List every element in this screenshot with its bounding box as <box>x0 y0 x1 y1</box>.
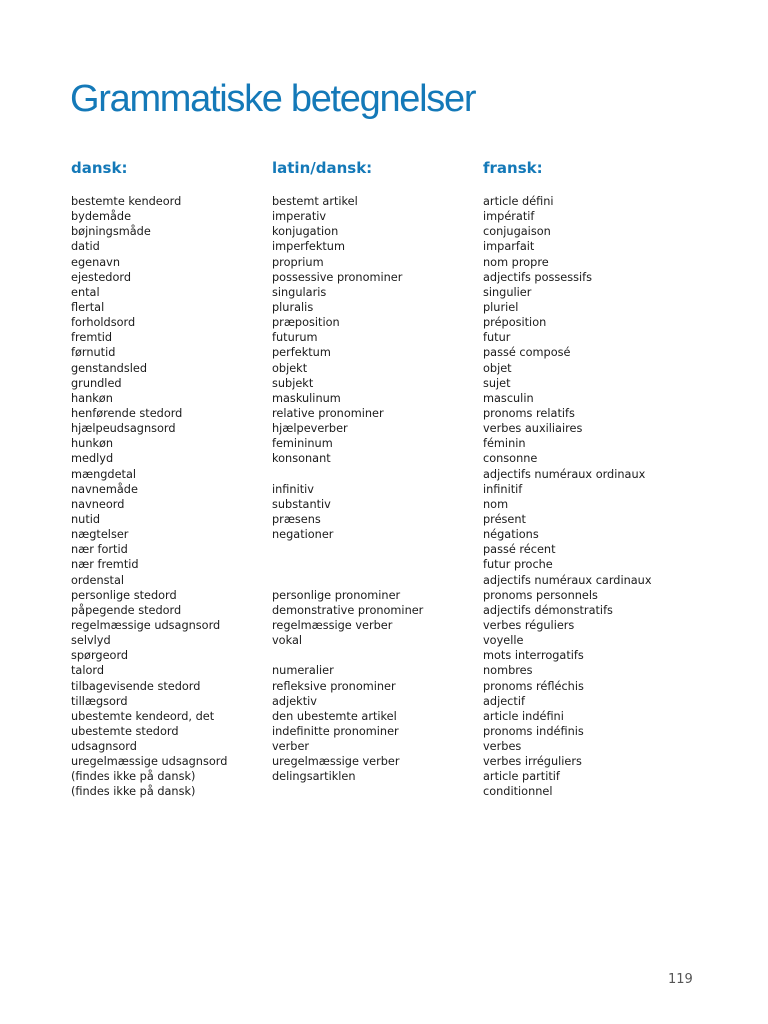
term-item: nombres <box>483 664 533 678</box>
term-item: talord <box>71 664 105 678</box>
term-item: futur <box>483 331 511 345</box>
term-item: (findes ikke på dansk) <box>71 785 196 799</box>
term-item: imperativ <box>272 210 327 224</box>
term-item: egenavn <box>71 255 120 269</box>
term-item: singulier <box>483 285 532 299</box>
term-item: futur proche <box>483 558 553 572</box>
term-item: adjectifs possessifs <box>483 270 592 284</box>
term-item: verbes réguliers <box>483 618 575 632</box>
term-item: præsens <box>272 512 321 526</box>
term-item: konsonant <box>272 452 331 466</box>
column-header-dansk: dansk: <box>71 159 128 177</box>
term-item: uregelmæssige verber <box>272 755 400 769</box>
term-item: négations <box>483 528 539 542</box>
term-item: navnemåde <box>71 482 138 496</box>
term-item: nær fortid <box>71 543 128 557</box>
term-item: singularis <box>272 285 327 299</box>
term-item <box>272 467 423 482</box>
term-item: ubestemte stedord <box>71 724 179 738</box>
term-item: medlyd <box>71 452 114 466</box>
term-item: ordenstal <box>71 573 125 587</box>
term-list-fransk <box>483 194 652 800</box>
term-item: sujet <box>483 376 511 390</box>
term-item: flertal <box>71 300 105 314</box>
term-item: conditionnel <box>483 785 553 799</box>
term-item: présent <box>483 512 526 526</box>
term-item: verbes <box>483 740 522 754</box>
term-item: indefinitte pronominer <box>272 724 399 738</box>
term-item: proprium <box>272 255 324 269</box>
term-item: ubestemte kendeord, det <box>71 709 215 723</box>
term-item: selvlyd <box>71 634 111 648</box>
term-item: conjugaison <box>483 225 551 239</box>
term-item: pluralis <box>272 300 314 314</box>
term-item: imperfektum <box>272 240 345 254</box>
term-item: regelmæssige verber <box>272 618 393 632</box>
term-item: perfektum <box>272 346 331 360</box>
term-item: uregelmæssige udsagnsord <box>71 755 228 769</box>
column-header-fransk: fransk: <box>483 159 543 177</box>
term-item: masculin <box>483 391 534 405</box>
term-item: maskulinum <box>272 391 341 405</box>
term-item: bøjningsmåde <box>71 225 151 239</box>
term-item: adjectif <box>483 694 525 708</box>
term-item: subjekt <box>272 376 314 390</box>
term-item: infinitiv <box>272 482 314 496</box>
term-item: delingsartiklen <box>272 770 356 784</box>
term-item: pronoms réfléchis <box>483 679 584 693</box>
page-number: 119 <box>668 972 693 987</box>
term-item: verbes auxiliaires <box>483 422 583 436</box>
term-item: personlige pronominer <box>272 588 401 602</box>
term-item: pronoms relatifs <box>483 406 575 420</box>
term-item: préposition <box>483 316 547 330</box>
term-item: adjektiv <box>272 694 317 708</box>
term-item: (findes ikke på dansk) <box>71 770 196 784</box>
term-item: relative pronominer <box>272 406 384 420</box>
term-item: nær fremtid <box>71 558 139 572</box>
term-item: bestemte kendeord <box>71 195 182 208</box>
term-item: personlige stedord <box>71 588 177 602</box>
term-item: passé composé <box>483 346 571 360</box>
term-item: pluriel <box>483 300 519 314</box>
term-item: nutid <box>71 512 101 526</box>
term-item: den ubestemte artikel <box>272 709 397 723</box>
term-item: nom <box>483 497 509 511</box>
term-list-latin-dansk <box>272 194 423 784</box>
term-item: adjectifs numéraux ordinaux <box>483 467 646 481</box>
term-item: pronoms indéfinis <box>483 724 584 738</box>
term-item: mængdetal <box>71 467 137 481</box>
term-item: fremtid <box>71 331 113 345</box>
term-item: regelmæssige udsagnsord <box>71 618 221 632</box>
term-item: mots interrogatifs <box>483 649 584 663</box>
term-item: genstandsled <box>71 361 147 375</box>
term-item: henførende stedord <box>71 406 183 420</box>
term-item: konjugation <box>272 225 339 239</box>
term-item: hunkøn <box>71 437 114 451</box>
term-item: article défini <box>483 195 554 208</box>
column-dansk <box>71 158 227 800</box>
term-item: hjælpeudsagnsord <box>71 422 176 436</box>
term-item: tillægsord <box>71 694 128 708</box>
term-item <box>272 573 423 588</box>
term-item: demonstrative pronominer <box>272 603 424 617</box>
column-header-latin-dansk: latin/dansk: <box>272 159 373 177</box>
term-list-dansk <box>71 194 227 800</box>
term-item: adjectifs numéraux cardinaux <box>483 573 652 587</box>
page-title: Grammatiske betegnelser <box>70 78 476 120</box>
term-item: hankøn <box>71 391 113 405</box>
term-item: navneord <box>71 497 125 511</box>
term-item: verber <box>272 740 310 754</box>
term-item: objekt <box>272 361 308 375</box>
term-item: grundled <box>71 376 122 390</box>
term-item: bestemt artikel <box>272 195 358 208</box>
term-item: ental <box>71 285 100 299</box>
term-item: udsagnsord <box>71 740 137 754</box>
term-item: féminin <box>483 437 526 451</box>
term-item: verbes irréguliers <box>483 755 582 769</box>
term-item <box>272 557 423 572</box>
term-item: nom propre <box>483 255 549 269</box>
term-item: voyelle <box>483 634 524 648</box>
term-item: passé récent <box>483 543 556 557</box>
term-item: adjectifs démonstratifs <box>483 603 613 617</box>
term-item: article partitif <box>483 770 560 784</box>
column-latin-dansk <box>272 158 423 784</box>
term-item: imparfait <box>483 240 535 254</box>
term-item: bydemåde <box>71 210 132 224</box>
term-item: hjælpeverber <box>272 422 348 436</box>
term-item: nægtelser <box>71 528 129 542</box>
term-item: refleksive pronominer <box>272 679 396 693</box>
term-item: førnutid <box>71 346 116 360</box>
term-item: futurum <box>272 331 318 345</box>
term-item: possessive pronominer <box>272 270 403 284</box>
term-item: objet <box>483 361 512 375</box>
term-item: forholdsord <box>71 316 136 330</box>
column-fransk <box>483 158 652 800</box>
term-item: spørgeord <box>71 649 129 663</box>
term-item: vokal <box>272 634 303 648</box>
term-item: ejestedord <box>71 270 132 284</box>
term-item: påpegende stedord <box>71 603 182 617</box>
term-item <box>272 648 423 663</box>
term-item: substantiv <box>272 497 331 511</box>
term-item: article indéfini <box>483 709 564 723</box>
term-item: pronoms personnels <box>483 588 598 602</box>
term-item <box>272 542 423 557</box>
term-item: datid <box>71 240 100 254</box>
term-item: infinitif <box>483 482 523 496</box>
term-item: præposition <box>272 316 340 330</box>
term-item: impératif <box>483 210 535 224</box>
term-item: femininum <box>272 437 333 451</box>
term-item: consonne <box>483 452 538 466</box>
term-item: negationer <box>272 528 334 542</box>
term-item: tilbagevisende stedord <box>71 679 201 693</box>
term-item: numeralier <box>272 664 334 678</box>
